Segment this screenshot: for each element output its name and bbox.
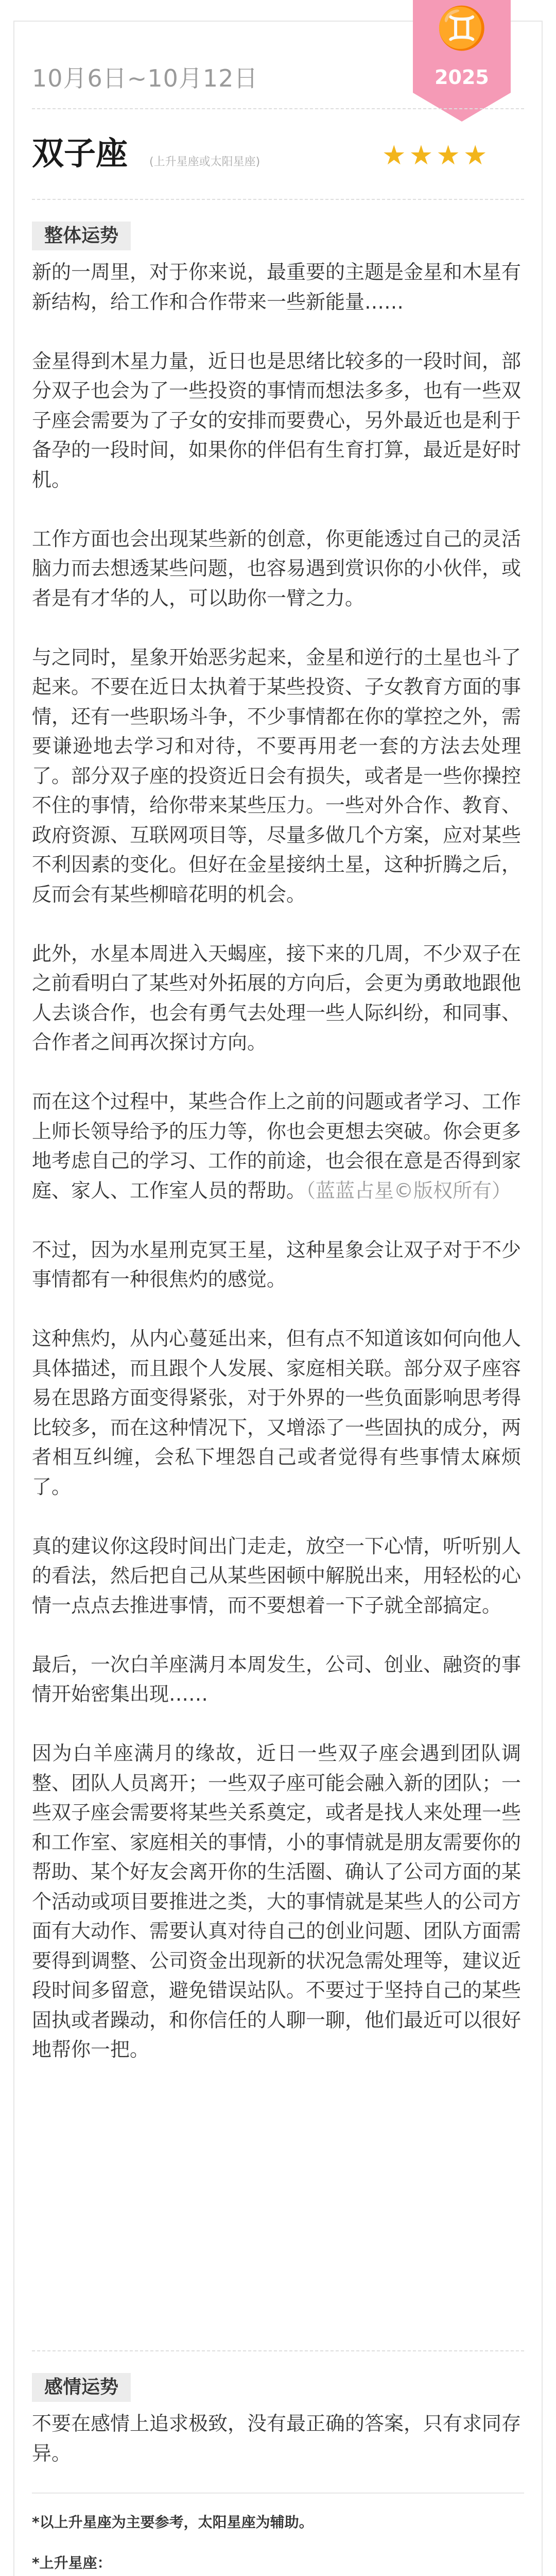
love-text <box>32 2409 521 2468</box>
love-paragraph: 不要在感情上追求极致，没有最正确的答案，只有求同存异。 <box>32 2412 522 2465</box>
overall-paragraph: 工作方面也会出现某些新的创意，你更能透过自己的灵活脑力而去想透某些问题，也容易遇到赏识你的小伙伴，或者是有才华的人，可以助你一臂之力。 <box>32 527 522 609</box>
sign-badge <box>413 0 511 122</box>
love-section-tag: 感情运势 <box>32 2373 131 2402</box>
overall-section-tag: 整体运势 <box>32 222 131 250</box>
love-divider <box>32 2350 524 2351</box>
ascendant-explanation <box>32 2574 521 2576</box>
footnotes <box>32 2511 521 2576</box>
copyright-note: （蓝蓝占星©版权所有） <box>306 1179 512 1202</box>
sign-note: (上升星座或太阳星座) <box>149 156 260 168</box>
overall-paragraph: 最后，一次白羊座满月本周发生，公司、创业、融资的事情开始密集出现…… <box>32 1653 522 1705</box>
overall-paragraph: 这种焦灼，从内心蔓延出来，但有点不知道该如何向他人具体描述，而且跟个人发展、家庭相关联。部分双子座容易在思路方面变得紧张，对于外界的一些负面影响思考得比较多，而在这种情况下，又增添了一些固执的成分，两者相互纠缠，会私下埋怨自己或者觉得有些事情太麻烦了。 <box>32 1327 522 1498</box>
date-range: 10月6日~10月12日 <box>32 64 258 92</box>
header-divider <box>32 108 524 109</box>
overall-paragraph: 此外，水星本周进入天蝎座，接下来的几周，不少双子在之前看明白了某些对外拓展的方向后，会更为勇敢地跟他人去谈合作，也会有勇气去处理一些人际纠纷，和同事、合作者之间再次探讨方向。 <box>32 942 522 1054</box>
overall-paragraph: 真的建议你这段时间出门走走，放空一下心情，听听别人的看法，然后把自己从某些困顿中解脱出来，用轻松的心情一点点去推进事情，而不要想着一下子就全部搞定。 <box>32 1534 522 1617</box>
overall-text <box>32 258 521 2065</box>
sign-name: 双子座 <box>32 134 128 172</box>
notes-divider <box>32 2493 524 2494</box>
overall-paragraph-text: 而在这个过程中，某些合作上之前的问题或者学习、工作上师长领导给予的压力等，你也会更想去突破。你会更多地考虑自己的学习、工作的前途，也会很在意是否得到家庭、家人、工作室人员的帮助。 <box>32 1090 522 1202</box>
gemini-icon: ♊ <box>436 4 488 52</box>
overall-paragraph: 金星得到木星力量，近日也是思绪比较多的一段时间，部分双子也会为了一些投资的事情而想法多多，也有一些双子座会需要为了子女的安排而要费心，另外最近也是利于备孕的一段时间，如果你的伴侣有生育打算，最近是好时机。 <box>32 349 522 491</box>
overall-paragraph: 新的一周里，对于你来说，最重要的主题是金星和木星有新结构，给工作和合作带来一些新能量…… <box>32 261 522 313</box>
overall-paragraph: 不过，因为水星刑克冥王星，这种星象会让双子对于不少事情都有一种很焦灼的感觉。 <box>32 1238 522 1291</box>
title-divider <box>32 199 524 200</box>
overall-paragraph: 因为白羊座满月的缘故，近日一些双子座会遇到团队调整、团队人员离开；一些双子座可能会融入新的团队；一些双子座会需要将某些关系奠定，或者是找人来处理一些和工作室、家庭相关的事情，小的事情就是朋友需要你的帮助、某个好友会离开你的生活圈、确认了公司方面的某个活动或项目要推进之类，大的事情就是某些人的公司方面有大动作、需要认真对待自己的创业问题、团队方面需要得到调整、公司资金出现新的状况急需处理等，建议近段时间多留意，避免错误站队。不要过于坚持自己的某些固执或者躁动，和你信任的人聊一聊，他们最近可以很好地帮你一把。 <box>32 1742 522 2061</box>
main-note: *以上升星座为主要参考，太阳星座为辅助。 <box>32 2514 314 2531</box>
ascendant-title: *上升星座： <box>32 2554 112 2571</box>
badge-year: 2025 <box>435 66 489 89</box>
overall-paragraph: 与之同时，星象开始恶劣起来，金星和逆行的土星也斗了起来。不要在近日太执着于某些投资、子女教育方面的事情，还有一些职场斗争，不少事情都在你的掌控之外，需要谦逊地去学习和对待，不要再用老一套的方法去处理了。部分双子座的投资近日会有损失，或者是一些你操控不住的事情，给你带来某些压力。一些对外合作、教育、政府资源、互联网项目等，尽量多做几个方案，应对某些不利因素的变化。但好在金星接纳土星，这种折腾之后，反而会有某些柳暗花明的机会。 <box>32 646 522 906</box>
rating-stars: ★★★★ <box>382 140 491 171</box>
overall-paragraph <box>32 1087 521 1206</box>
